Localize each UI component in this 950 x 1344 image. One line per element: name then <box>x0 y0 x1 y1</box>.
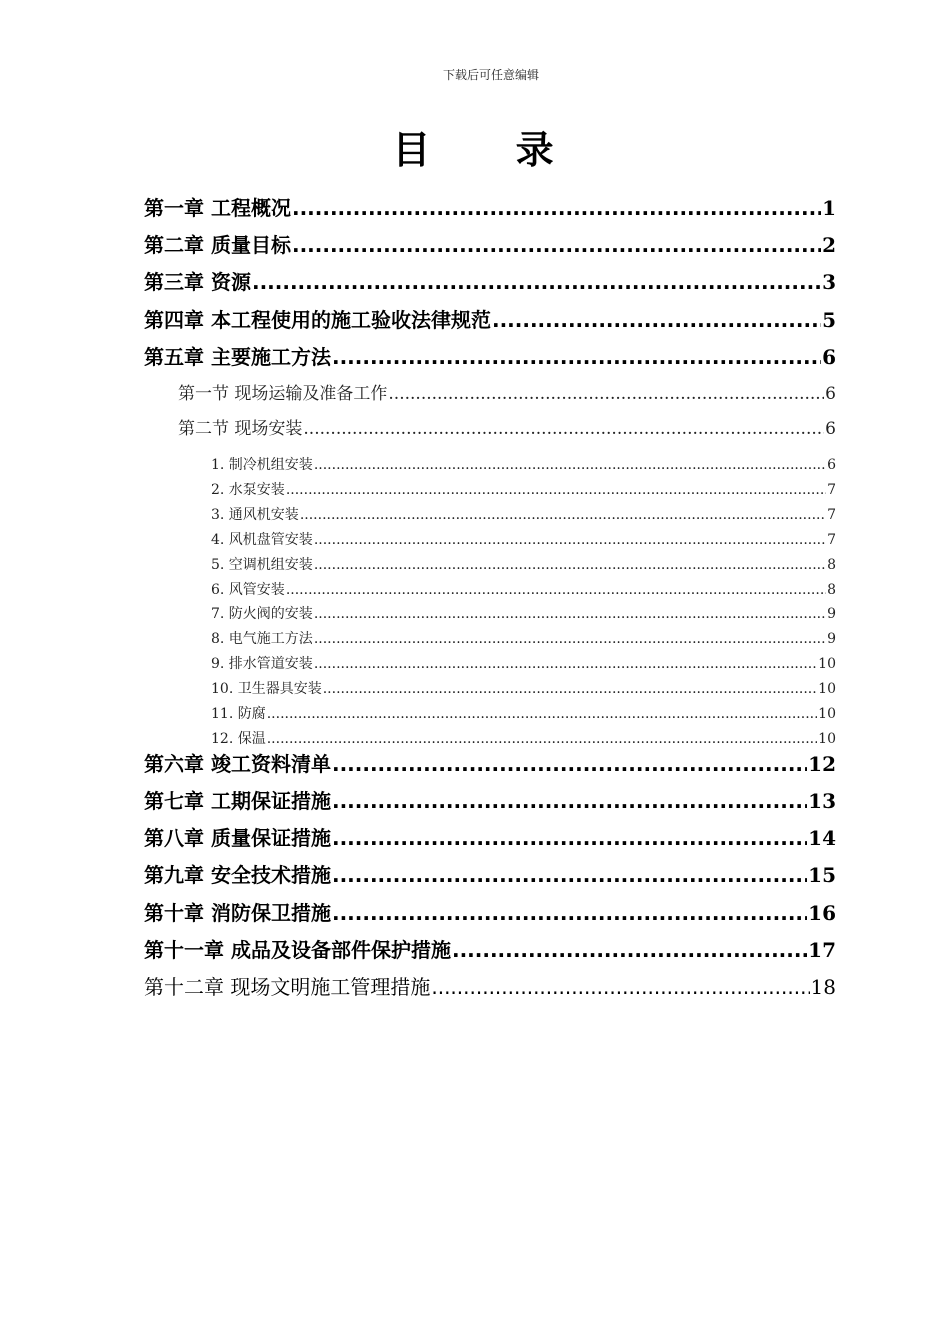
toc-entry-page: 16 <box>808 901 836 925</box>
toc-entry-label: 2. 水泵安装 <box>211 482 285 498</box>
toc-entry-item-4[interactable] <box>211 531 836 549</box>
toc-entry-label: 9. 排水管道安装 <box>211 656 313 672</box>
dot-leader <box>332 788 807 814</box>
toc-entry-page: 3 <box>822 270 836 294</box>
toc-entry-chapter-11[interactable] <box>144 937 836 963</box>
toc-entry-chapter-4[interactable] <box>144 307 836 333</box>
toc-entry-item-6[interactable] <box>211 581 836 599</box>
dot-leader <box>286 581 826 599</box>
toc-entry-page: 12 <box>808 752 836 776</box>
toc-entry-page: 10 <box>818 706 836 722</box>
toc-entry-page: 18 <box>810 975 836 999</box>
toc-entry-label: 第一章 工程概况 <box>144 196 291 220</box>
toc-entry-label: 第二章 质量目标 <box>144 233 291 257</box>
toc-entry-item-9[interactable] <box>211 655 836 673</box>
dot-leader <box>314 630 826 648</box>
dot-leader <box>267 730 817 748</box>
dot-leader <box>332 344 821 370</box>
toc-entry-label: 7. 防火阀的安装 <box>211 606 313 622</box>
dot-leader <box>332 825 807 851</box>
toc-entry-page: 7 <box>827 507 836 523</box>
toc-entry-item-1[interactable] <box>211 456 836 474</box>
dot-leader <box>388 383 824 405</box>
toc-entry-page: 6 <box>827 457 836 473</box>
dot-leader <box>303 418 824 440</box>
toc-entry-label: 6. 风管安装 <box>211 582 285 598</box>
dot-leader <box>314 556 826 574</box>
dot-leader <box>332 862 807 888</box>
dot-leader <box>314 531 826 549</box>
toc-entry-label: 第二节 现场安装 <box>178 419 303 439</box>
toc-entry-label: 8. 电气施工方法 <box>211 631 313 647</box>
toc-entry-page: 5 <box>822 308 836 332</box>
toc-entry-page: 2 <box>822 233 836 257</box>
dot-leader <box>252 269 821 295</box>
toc-entry-label: 11. 防腐 <box>211 706 266 722</box>
toc-entry-page: 13 <box>808 789 836 813</box>
toc-entry-page: 1 <box>822 196 836 220</box>
dot-leader <box>431 974 809 1000</box>
dot-leader <box>492 307 821 333</box>
header-note: 下载后可任意编辑 <box>442 68 539 82</box>
toc-entry-page: 6 <box>825 384 836 404</box>
toc-entry-page: 7 <box>827 482 836 498</box>
dot-leader <box>292 232 821 258</box>
toc-entry-page: 9 <box>827 606 836 622</box>
toc-entry-label: 4. 风机盘管安装 <box>211 532 313 548</box>
toc-entry-page: 17 <box>808 938 836 962</box>
toc-entry-label: 5. 空调机组安装 <box>211 557 313 573</box>
toc-entry-label: 第七章 工期保证措施 <box>144 789 331 813</box>
toc-entry-item-8[interactable] <box>211 630 836 648</box>
toc-entry-label: 第十章 消防保卫措施 <box>144 901 331 925</box>
dot-leader <box>314 605 826 623</box>
dot-leader <box>323 680 817 698</box>
toc-entry-chapter-1[interactable] <box>144 195 836 221</box>
toc-entry-item-10[interactable] <box>211 680 836 698</box>
dot-leader <box>300 506 826 524</box>
dot-leader <box>332 900 807 926</box>
toc-entry-chapter-12[interactable] <box>144 974 836 1000</box>
toc-entry-item-12[interactable] <box>211 730 836 748</box>
toc-entry-page: 14 <box>808 826 836 850</box>
toc-entry-item-11[interactable] <box>211 705 836 723</box>
toc-entry-label: 1. 制冷机组安装 <box>211 457 313 473</box>
dot-leader <box>314 655 817 673</box>
toc-entry-item-5[interactable] <box>211 556 836 574</box>
dot-leader <box>314 456 826 474</box>
toc-entry-label: 第一节 现场运输及准备工作 <box>178 384 388 404</box>
toc-entry-label: 第四章 本工程使用的施工验收法律规范 <box>144 308 491 332</box>
toc-entry-label: 第五章 主要施工方法 <box>144 345 331 369</box>
toc-entry-chapter-6[interactable] <box>144 751 836 777</box>
toc-entry-chapter-2[interactable] <box>144 232 836 258</box>
toc-entry-item-7[interactable] <box>211 605 836 623</box>
toc-entry-item-3[interactable] <box>211 506 836 524</box>
toc-entry-page: 10 <box>818 681 836 697</box>
toc-entry-chapter-9[interactable] <box>144 862 836 888</box>
toc-entry-page: 8 <box>827 557 836 573</box>
toc-entry-page: 6 <box>822 345 836 369</box>
toc-entry-section-2[interactable] <box>178 418 836 440</box>
toc-entry-item-2[interactable] <box>211 481 836 499</box>
toc-entry-label: 第十二章 现场文明施工管理措施 <box>144 975 431 999</box>
toc-entry-chapter-8[interactable] <box>144 825 836 851</box>
toc-entry-chapter-10[interactable] <box>144 900 836 926</box>
toc-entry-page: 10 <box>818 656 836 672</box>
dot-leader <box>452 937 807 963</box>
dot-leader <box>292 195 821 221</box>
toc-entry-label: 第八章 质量保证措施 <box>144 826 331 850</box>
toc-entry-chapter-5[interactable] <box>144 344 836 370</box>
toc-entry-chapter-3[interactable] <box>144 269 836 295</box>
toc-entry-label: 12. 保温 <box>211 731 266 747</box>
toc-entry-label: 第三章 资源 <box>144 270 251 294</box>
toc-entry-label: 3. 通风机安装 <box>211 507 299 523</box>
dot-leader <box>286 481 826 499</box>
toc-entry-page: 15 <box>808 863 836 887</box>
toc-entry-label: 第六章 竣工资料清单 <box>144 752 331 776</box>
toc-entry-chapter-7[interactable] <box>144 788 836 814</box>
toc-entry-label: 10. 卫生器具安装 <box>211 681 322 697</box>
toc-entry-page: 9 <box>827 631 836 647</box>
toc-entry-label: 第十一章 成品及设备部件保护措施 <box>144 938 451 962</box>
toc-entry-section-1[interactable] <box>178 383 836 405</box>
toc-entry-page: 7 <box>827 532 836 548</box>
toc-entry-page: 8 <box>827 582 836 598</box>
toc-entry-page: 10 <box>818 731 836 747</box>
toc-entry-page: 6 <box>825 419 836 439</box>
page-title: 目 录 <box>392 128 590 172</box>
dot-leader <box>332 751 807 777</box>
dot-leader <box>267 705 817 723</box>
toc-entry-label: 第九章 安全技术措施 <box>144 863 331 887</box>
